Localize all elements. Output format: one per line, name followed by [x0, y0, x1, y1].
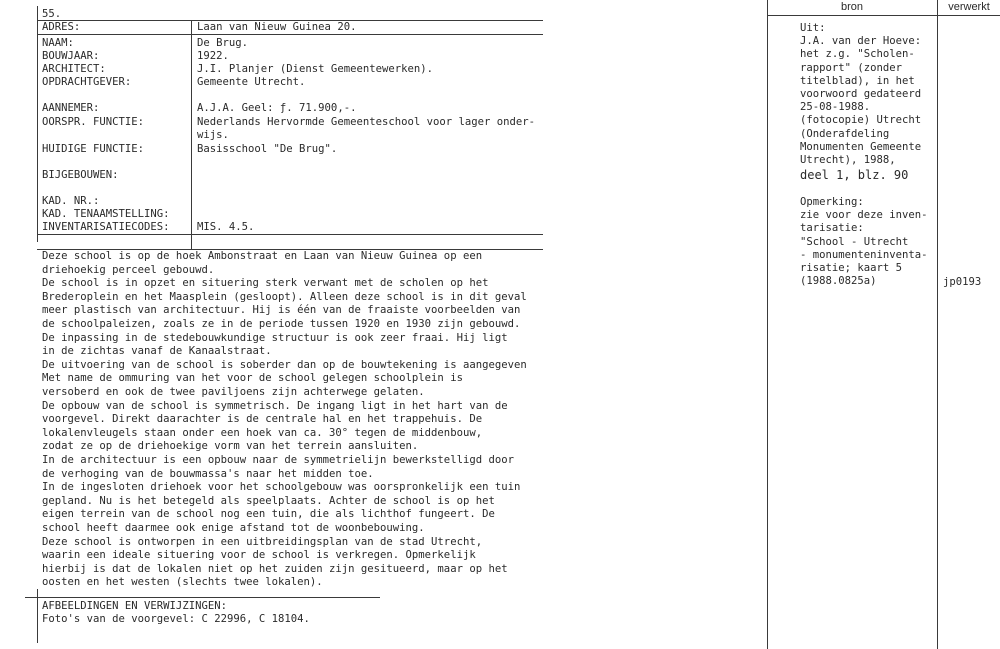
description-line: driehoekig perceel gebouwd. [42, 263, 215, 276]
left-margin-rule [37, 6, 38, 242]
label-inventarisatiecodes: INVENTARISATIECODES: [42, 221, 170, 233]
source-line: 25-08-1988. [800, 101, 871, 114]
source-line: Uit: [800, 22, 826, 34]
side-mid-rule [937, 0, 938, 649]
source-line: (fotocopie) Utrecht [800, 114, 922, 127]
source-line: voorwoord gedateerd [800, 88, 922, 100]
value-aannemer: A.J.A. Geel: ƒ. 71.900,-. [197, 102, 357, 114]
description-line: voorgevel. Direkt daarachter is de centrale hal en het trappehuis. De [42, 413, 483, 426]
images-heading: AFBEELDINGEN EN VERWIJZINGEN: [42, 600, 227, 612]
description-line: Deze school is ontworpen in een uitbreidingsplan van de stad Utrecht, [42, 535, 483, 548]
source-line: (Onderafdeling [800, 127, 890, 140]
description-line: zodat ze op de driehoekige vorm van het terrein aansluiten. [42, 440, 419, 453]
description-line: school heeft daarmee ook enige afstand tot de woonbebouwing. [42, 522, 425, 534]
description-line: lokalenvleugels staan onder een hoek van ca. 30° tegen de middenbouw, [42, 426, 483, 439]
value-opdrachtgever: Gemeente Utrecht. [197, 76, 306, 88]
label-opdrachtgever: OPDRACHTGEVER: [42, 76, 132, 88]
description-line: de verhoging van de bouwmassa's naar het midden toe. [42, 467, 374, 480]
address-underline [37, 34, 543, 35]
value-huidige-functie: Basisschool "De Brug". [197, 143, 338, 155]
page-number: 55. [42, 8, 62, 20]
label-architect: ARCHITECT: [42, 63, 106, 75]
remark-line: zie voor deze inven- [800, 209, 928, 222]
value-inventarisatiecodes: MIS. 4.5. [197, 221, 255, 233]
description-line: Deze school is op de hoek Ambonstraat en Laan van Nieuw Guinea op een [42, 250, 483, 262]
source-line: het z.g. "Scholen- [800, 48, 915, 61]
description-line: oosten en het westen (slechts twee lokalen). [42, 576, 323, 589]
description-line: meer plastisch van architectuur. Hij is één van de fraaiste voorbeelden van [42, 304, 521, 317]
description-line: de schoolpaleizen, zoals ze in de periode tussen 1920 en 1930 zijn gebouwd. [42, 318, 521, 330]
source-line: J.A. van der Hoeve: [800, 35, 922, 48]
source-line: deel 1, blz. 90 [800, 168, 909, 183]
description-line: gepland. Nu is het betegeld als speelplaats. Achter de school is op het [42, 494, 495, 507]
verwerkt-header: verwerkt [948, 1, 990, 13]
remark-line: tarisatie: [800, 222, 864, 235]
value-architect: J.I. Planjer (Dienst Gemeentewerken). [197, 63, 433, 75]
source-line: rapport" (zonder [800, 61, 903, 74]
description-line: De opbouw van de school is symmetrisch. De ingang ligt in het hart van de [42, 399, 508, 412]
images-text: Foto's van de voorgevel: C 22996, C 18104. [42, 613, 310, 625]
remark-line: - monumenteninventa- [800, 248, 928, 261]
description-line: In de ingesloten driehoek voor het schoolgebouw was oorspronkelijk een tuin [42, 481, 521, 494]
label-naam: NAAM: [42, 37, 74, 49]
description-line: waarin een ideale situering voor de school is verkregen. Opmerkelijk [42, 549, 476, 562]
remark-line: "School - Utrecht [800, 235, 909, 248]
description-line: eigen terrein van de school nog een tuin, die als lichthof fungeert. De [42, 508, 495, 521]
source-line: Utrecht), 1988, [800, 154, 896, 166]
description-line: in de zichtas vanaf de Kanaalstraat. [42, 345, 272, 358]
description-line: De uitvoering van de school is soberder dan op de bouwtekening is aangegeven [42, 358, 527, 371]
form-bottom-rule [37, 234, 543, 235]
description-line: De inpassing in de stedebouwkundige structuur is ook zeer fraai. Hij ligt [42, 331, 508, 344]
source-line: Monumenten Gemeente [800, 140, 922, 153]
column-divider [191, 20, 192, 249]
description-line: In de architectuur is een opbouw naar de symmetrielijn bewerkstelligd door [42, 454, 514, 466]
remark-line: risatie; kaart 5 [800, 262, 903, 274]
images-rule [25, 597, 380, 598]
processed-code: jp0193 [943, 276, 982, 288]
description-line: hierbij is dat de lokalen niet op het zuiden zijn gesitueerd, maar op het [42, 562, 508, 575]
value-adres: Laan van Nieuw Guinea 20. [197, 21, 357, 33]
label-aannemer: AANNEMER: [42, 102, 100, 114]
description-line: versoberd en ook de twee paviljoens zijn achterwege gelaten. [42, 386, 425, 398]
label-huidige-functie: HUIDIGE FUNCTIE: [42, 143, 145, 155]
remark-line: (1988.0825a) [800, 275, 877, 288]
description-line: De school is in opzet en situering sterk verwant met de scholen op het [42, 277, 489, 290]
bron-header: bron [840, 1, 864, 13]
label-bijgebouwen: BIJGEBOUWEN: [42, 169, 119, 181]
description-line: Met name de ommuring van het voor de school gelegen schoolplein is [42, 372, 463, 385]
label-bouwjaar: BOUWJAAR: [42, 50, 100, 62]
value-bouwjaar: 1922. [197, 50, 229, 62]
description-line: Brederoplein en het Maasplein (gesloopt). Alleen deze school is in dit geval [42, 290, 527, 303]
label-kad-tenaamstelling: KAD. TENAAMSTELLING: [42, 208, 170, 220]
remark-line: Opmerking: [800, 196, 864, 208]
side-header-rule [767, 15, 1000, 16]
value-oorspr-functie: Nederlands Hervormde Gemeenteschool voor lager onder- [197, 116, 536, 128]
label-adres: ADRES: [42, 21, 81, 33]
label-kad-nr: KAD. NR.: [42, 195, 100, 207]
images-margin-rule [37, 589, 38, 643]
side-left-rule [767, 0, 768, 649]
value-naam: De Brug. [197, 37, 249, 49]
source-line: titelblad), in het [800, 74, 915, 87]
label-oorspr-functie: OORSPR. FUNCTIE: [42, 116, 145, 128]
value-oorspr-functie-cont: wijs. [197, 129, 229, 141]
